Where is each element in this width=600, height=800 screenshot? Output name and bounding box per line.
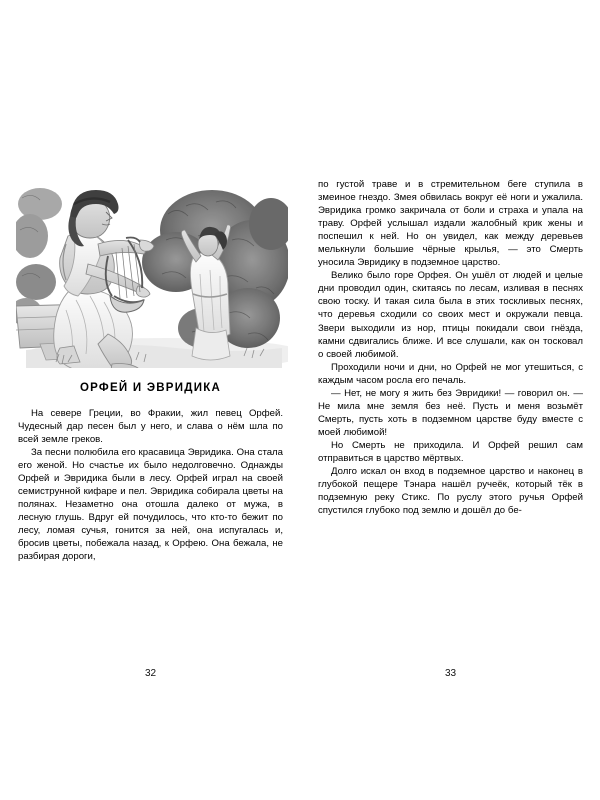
left-page <box>18 178 283 563</box>
chapter-title: ОРФЕЙ И ЭВРИДИКА <box>79 382 222 394</box>
paragraph: Долго искал он вход в подземное царство и наконец в глубокой пещере Тэнара нашёл ручеёк, который тёк в подземную реку Стикс. По руслу этого ручья Орфей спустился глубоко под землю и дошёл до бе- <box>318 466 583 517</box>
left-page-text <box>18 382 283 563</box>
orpheus-and-eurydice-illustration <box>16 178 288 368</box>
paragraph-dialogue: — Нет, не могу я жить без Эвридики! — говорил он. — Не мила мне земля без неё. Пусть и меня возьмёт Смерть, пусть хоть в подземном царстве буду вместе с моей любимой! <box>318 387 583 438</box>
right-page-text <box>318 178 583 517</box>
paragraph: по густой траве и в стремительном беге ступила в змеиное гнездо. Змея обвилась вокруг её ноги и ужалила. Эвридика громко закричала от боли и страха и упала на траву. Орфей услышал издали жалобный крик жены и поспешил к ней. Но он увидел, как между деревьев мелькнули большие чёрные крылья, — это Смерть уносила Эвридику в подземное царство. <box>318 179 583 269</box>
paragraph: На севере Греции, во Фракии, жил певец Орфей. Чудесный дар песен был у него, и слава о нём шла по всей земле греков. <box>18 407 283 445</box>
paragraph: Велико было горе Орфея. Он ушёл от людей и целые дни проводил один, скитаясь по лесам, изливая в песнях свою тоску. И такая сила была в этих тоскливых песнях, что деревья сходили со своих мест и окружали певца. Звери выходили из нор, птицы покидали свои гнёзда, камни сдвигались ближе. И все слушали, как он тосковал о своей любимой. <box>318 270 583 360</box>
page-number-right: 33 <box>444 668 457 679</box>
right-page <box>318 178 583 517</box>
paragraph: За песни полюбила его красавица Эвридика. Она стала его женой. Но счастье их было недолговечно. Однажды Орфей и Эвридика были в лесу. Орфей играл на своей семиструнной кифаре и пел. Эвридика собирала цветы на полянах. Незаметно она отошла далеко от мужа, в лесную глушь. Вдруг ей почудилось, что кто-то бежит по лесу, ломая сучья, гонится за ней, она испугалась и, бросив цветы, побежала назад, к Орфею. Она бежала, не разбирая дороги, <box>18 446 283 563</box>
page-number-left: 32 <box>144 668 157 679</box>
paragraph: Но Смерть не приходила. И Орфей решил сам отправиться в царство мёртвых. <box>318 439 583 464</box>
paragraph: Проходили ночи и дни, но Орфей не мог утешиться, с каждым часом росла его печаль. <box>318 361 583 386</box>
